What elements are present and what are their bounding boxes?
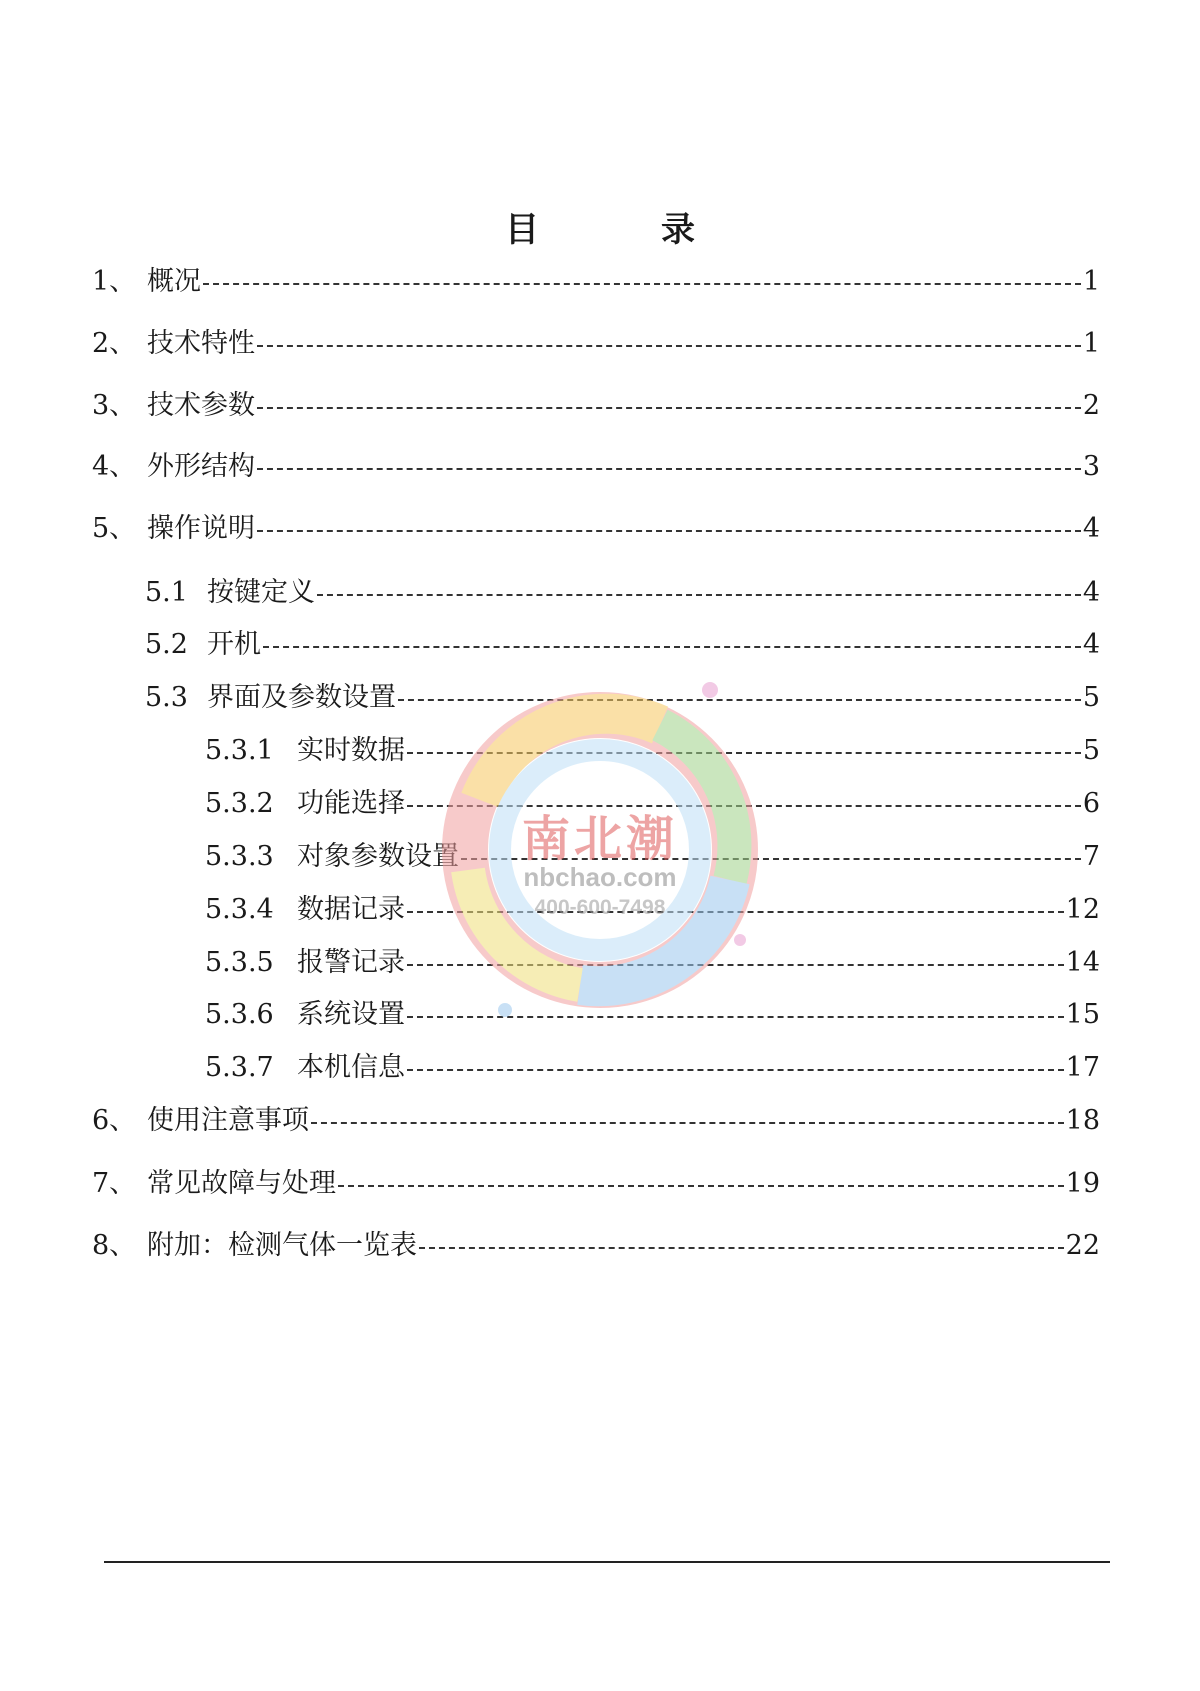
toc-entry-label: 使用注意事项 [147,1105,309,1136]
toc-leader [311,1103,1064,1139]
toc-entry-label: 外形结构 [147,451,255,482]
toc-entry[interactable] [92,1103,1100,1139]
toc-entry-number: 5、 [92,513,137,544]
toc-entry[interactable] [205,733,1100,769]
toc-entry[interactable] [205,997,1100,1033]
toc-leader [398,680,1081,716]
toc-entry-page: 3 [1082,451,1100,482]
toc-entry[interactable] [205,945,1100,981]
toc-entry-page: 2 [1082,390,1100,421]
toc-leader [263,627,1081,663]
toc-entry-page: 12 [1065,894,1100,925]
toc-leader [338,1166,1064,1202]
toc-entry-number: 5.3.4 [205,894,274,925]
toc-entry[interactable] [145,627,1100,663]
toc-entry-number: 7、 [92,1168,137,1199]
toc-entry-page: 4 [1082,629,1100,660]
toc-entry[interactable] [205,1050,1100,1086]
toc-leader [407,1050,1064,1086]
toc-entry-page: 7 [1082,841,1100,872]
toc-entry-page: 14 [1065,947,1100,978]
toc-entry-number: 5.3.2 [205,788,274,819]
toc-entry-page: 22 [1065,1230,1100,1261]
toc-entry-page: 1 [1082,266,1100,297]
toc-entry-label: 概况 [147,266,201,297]
toc-entry-number: 5.3.6 [205,999,274,1030]
toc-entry-label: 数据记录 [297,894,405,925]
toc-entry-page: 6 [1082,788,1100,819]
watermark-brand-cn: 南北潮 [521,813,678,866]
toc-entry-number: 5.1 [145,577,188,608]
toc-leader [407,733,1081,769]
toc-entry[interactable] [145,575,1100,611]
toc-entry-label: 对象参数设置 [297,841,459,872]
toc-entry-number: 8、 [92,1230,137,1261]
toc-entry-number: 1、 [92,266,137,297]
toc-entry-page: 18 [1065,1105,1100,1136]
watermark-brand-en: nbchao.com [523,862,677,892]
toc-leader [203,264,1081,300]
toc-entry-label: 实时数据 [297,735,405,766]
toc-entry-page: 17 [1065,1052,1100,1083]
toc-leader [407,786,1081,822]
toc-entry[interactable] [205,839,1100,875]
toc-entry-number: 5.3.1 [205,735,274,766]
toc-entry[interactable] [145,680,1100,716]
toc-entry-page: 5 [1082,735,1100,766]
toc-entry-page: 4 [1082,513,1100,544]
toc-entry-number: 5.3.5 [205,947,274,978]
toc-entry[interactable] [92,1228,1100,1264]
toc-leader [407,892,1064,928]
toc-entry-label: 开机 [207,629,261,660]
toc-leader [257,326,1081,362]
toc-entry-label: 操作说明 [147,513,255,544]
toc-leader [317,575,1081,611]
toc-entry-number: 2、 [92,328,137,359]
toc-entry-label: 技术特性 [147,328,255,359]
toc-entry[interactable] [92,449,1100,485]
toc-entry-number: 3、 [92,390,137,421]
toc-entry-page: 19 [1065,1168,1100,1199]
page-title: 目 录 [505,210,739,250]
watermark-phone: 400-600-7498 [534,896,666,919]
toc-entry-number: 5.3.7 [205,1052,274,1083]
toc-entry-label: 界面及参数设置 [207,682,396,713]
toc-entry[interactable] [92,264,1100,300]
toc-entry[interactable] [92,388,1100,424]
toc-leader [257,449,1081,485]
toc-entry-label: 本机信息 [297,1052,405,1083]
toc-leader [257,511,1081,547]
toc-entry-number: 5.3 [145,682,188,713]
toc-entry-label: 按键定义 [207,577,315,608]
toc-leader [407,945,1064,981]
toc-entry-label: 功能选择 [297,788,405,819]
toc-entry-label: 附加：检测气体一览表 [147,1230,417,1261]
toc-leader [257,388,1081,424]
toc-entry-label: 技术参数 [147,390,255,421]
toc-entry-number: 5.2 [145,629,188,660]
toc-entry-number: 4、 [92,451,137,482]
toc-entry[interactable] [92,1166,1100,1202]
toc-entry-page: 1 [1082,328,1100,359]
toc-entry-label: 报警记录 [297,947,405,978]
toc-entry-label: 常见故障与处理 [147,1168,336,1199]
toc-entry-label: 系统设置 [297,999,405,1030]
toc-entry[interactable] [92,326,1100,362]
toc-entry-page: 5 [1082,682,1100,713]
toc-leader [407,997,1064,1033]
toc-entry-number: 6、 [92,1105,137,1136]
toc-entry-page: 4 [1082,577,1100,608]
toc-leader [419,1228,1064,1264]
footer-divider [104,1561,1110,1563]
toc-entry-number: 5.3.3 [205,841,274,872]
toc-entry[interactable] [205,786,1100,822]
toc-leader [461,839,1081,875]
toc-entry-page: 15 [1065,999,1100,1030]
toc-entry[interactable] [205,892,1100,928]
toc-entry[interactable] [92,511,1100,547]
